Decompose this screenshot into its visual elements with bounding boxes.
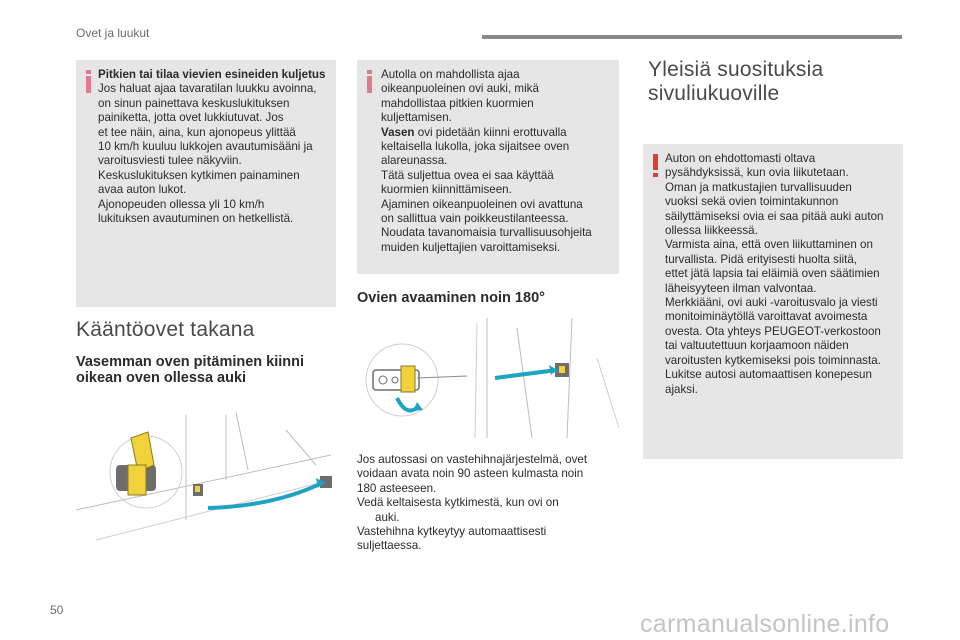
subheading-left-door: Vasemman oven pitäminen kiinni oikean oven ollessa auki xyxy=(76,354,305,386)
watermark: carmanualsonline.info xyxy=(640,610,890,638)
text-line: Autolla on mahdollista ajaa xyxy=(381,68,520,81)
door-strap-illustration xyxy=(357,318,619,443)
text-line: Merkkiääni, ovi auki -varoitusvalo ja viesti xyxy=(665,296,878,310)
text-line: tai valtuutettuun korjaamoon näiden xyxy=(665,339,849,353)
page-number: 50 xyxy=(50,603,64,617)
text-line: Oman ja matkustajien turvallisuuden xyxy=(665,180,852,194)
strap-description: Jos autossasi on vastehihnajärjestelmä, ovet voidaan avata noin 90 asteen kulmasta noin 180 asteeseen. Vedä keltaisesta kytkimestä, kun ovi on auki. Vastehihna kytkeytyy automaattisesti suljettaessa. xyxy=(357,453,619,554)
text-line: Noudata tavanomaisia turvallisuusohjeita xyxy=(381,226,592,240)
section-header: Ovet ja luukut xyxy=(76,26,150,40)
info-icon xyxy=(365,70,374,94)
text-line: kuljettamisen. xyxy=(381,111,452,125)
text-line: voidaan avata noin 90 asteen kulmasta noin xyxy=(357,467,584,481)
text-line: on sinun painettava keskuslukituksen xyxy=(98,96,290,110)
text-line: painiketta, jotta ovet lukkiutuvat. Jos xyxy=(98,111,284,125)
text-line: lukituksen avautuminen on hetkellistä. xyxy=(98,212,294,226)
text-line: Lukitse autosi automaattisen konepesun xyxy=(665,368,872,382)
info-box-long-loads xyxy=(76,60,336,307)
warning-box-text xyxy=(665,152,901,397)
section-heading-rear-doors: Kääntöovet takana xyxy=(76,318,255,341)
text-line: Ajonopeuden ollessa yli 10 km/h xyxy=(98,197,265,211)
bullet-item: Vedä keltaisesta kytkimestä, kun ovi on xyxy=(357,496,559,510)
text-line: ajaksi. xyxy=(665,382,698,396)
text-line: ollessa liikkeessä. xyxy=(665,224,758,238)
text-line: Keskuslukituksen kytkimen painaminen xyxy=(98,168,300,182)
text-line: säilyttämiseksi ovia ei saa pitää auki auton xyxy=(665,209,884,223)
bold-word: Vasen xyxy=(381,125,415,139)
info-box-text: Autolla on mahdollista ajaa oikeanpuoleinen ovi auki, mikä mahdollistaa pitkien kuormien kuljettamisen. Vasen ovi pidetään kiinni erottuvalla keltaisella lukolla, joka sijaitsee oven alareunassa. Tätä suljettua ovea ei saa käyttää kuormien kiinnittämiseen. Ajaminen oikeanpuoleinen ovi avattuna on sallittua vain poikkeustilanteessa. Noudata tavanomaisia turvallisuusohjeita muiden kuljettajien varoittamiseksi. xyxy=(381,68,617,255)
section-heading-sliding-doors: Yleisiä suosituksia sivuliukuoville xyxy=(648,58,824,105)
text-line: ettet jätä lapsia tai eläimiä oven säätimien xyxy=(665,267,880,281)
text-line: Varmista aina, että oven liikuttaminen on xyxy=(665,238,873,252)
text-line: suljettaessa. xyxy=(357,539,422,553)
text-line: varoitusviesti tulee näkyviin. xyxy=(98,154,242,168)
text-line: Tätä suljettua ovea ei saa käyttää xyxy=(381,168,554,182)
warning-icon xyxy=(653,154,659,178)
door-lock-illustration xyxy=(76,410,338,545)
text-line: alareunassa. xyxy=(381,154,448,168)
warning-box-sliding-doors xyxy=(643,144,903,459)
text-line: mahdollistaa pitkien kuormien xyxy=(381,96,534,110)
text-line: Auton on ehdottomasti oltava xyxy=(665,152,816,165)
info-box-title: Pitkien tai tilaa vievien esineiden kuljetus xyxy=(98,68,326,81)
text-line: turvallista. Pidä erityisesti huolta siitä, xyxy=(665,252,858,266)
text-line: 180 asteeseen. xyxy=(357,481,437,495)
info-icon xyxy=(84,70,93,94)
text-line: pysähdyksissä, kun ovia liikutetaan. xyxy=(665,166,849,180)
text-line: keltaisella lukolla, joka sijaitsee oven xyxy=(381,140,570,154)
text-line: vuoksi sekä ovien toimintakunnon xyxy=(665,195,839,209)
text-line: monitoiminäytöllä varoittavat avoimesta xyxy=(665,310,868,324)
text-line: Jos haluat ajaa tavaratilan luukku avoinna, xyxy=(98,82,317,96)
text-line: ovesta. Ota yhteys PEUGEOT-verkostoon xyxy=(665,324,881,338)
text-line: 10 km/h kuuluu lukkojen avautumisääni ja xyxy=(98,140,313,154)
text-line: avaa auton lukot. xyxy=(98,183,187,197)
text-line: on sallittua vain poikkeustilanteessa. xyxy=(381,212,569,226)
info-box-text xyxy=(98,68,334,226)
text-line: muiden kuljettajien varoittamiseksi. xyxy=(381,240,561,254)
text-line: Jos autossasi on vastehihnajärjestelmä, ovet xyxy=(357,453,588,466)
section-heading-180: Ovien avaaminen noin 180° xyxy=(357,290,545,306)
text-line: läheisyyteen ilman valvontaa. xyxy=(665,281,817,295)
info-box-body xyxy=(98,82,334,226)
text-line: oikeanpuoleinen ovi auki, mikä xyxy=(381,82,539,96)
text-line: et tee näin, aina, kun ajonopeus ylittää xyxy=(98,125,296,139)
header-rule xyxy=(482,35,902,39)
text-line: Vastehihna kytkeytyy automaattisesti xyxy=(357,525,547,539)
text-line: varoitusten kytkemiseksi pois toiminnasta. xyxy=(665,353,881,367)
info-box-open-door-driving xyxy=(357,60,619,274)
text-line: Ajaminen oikeanpuoleinen ovi avattuna xyxy=(381,197,583,211)
text-line: kuormien kiinnittämiseen. xyxy=(381,183,512,197)
